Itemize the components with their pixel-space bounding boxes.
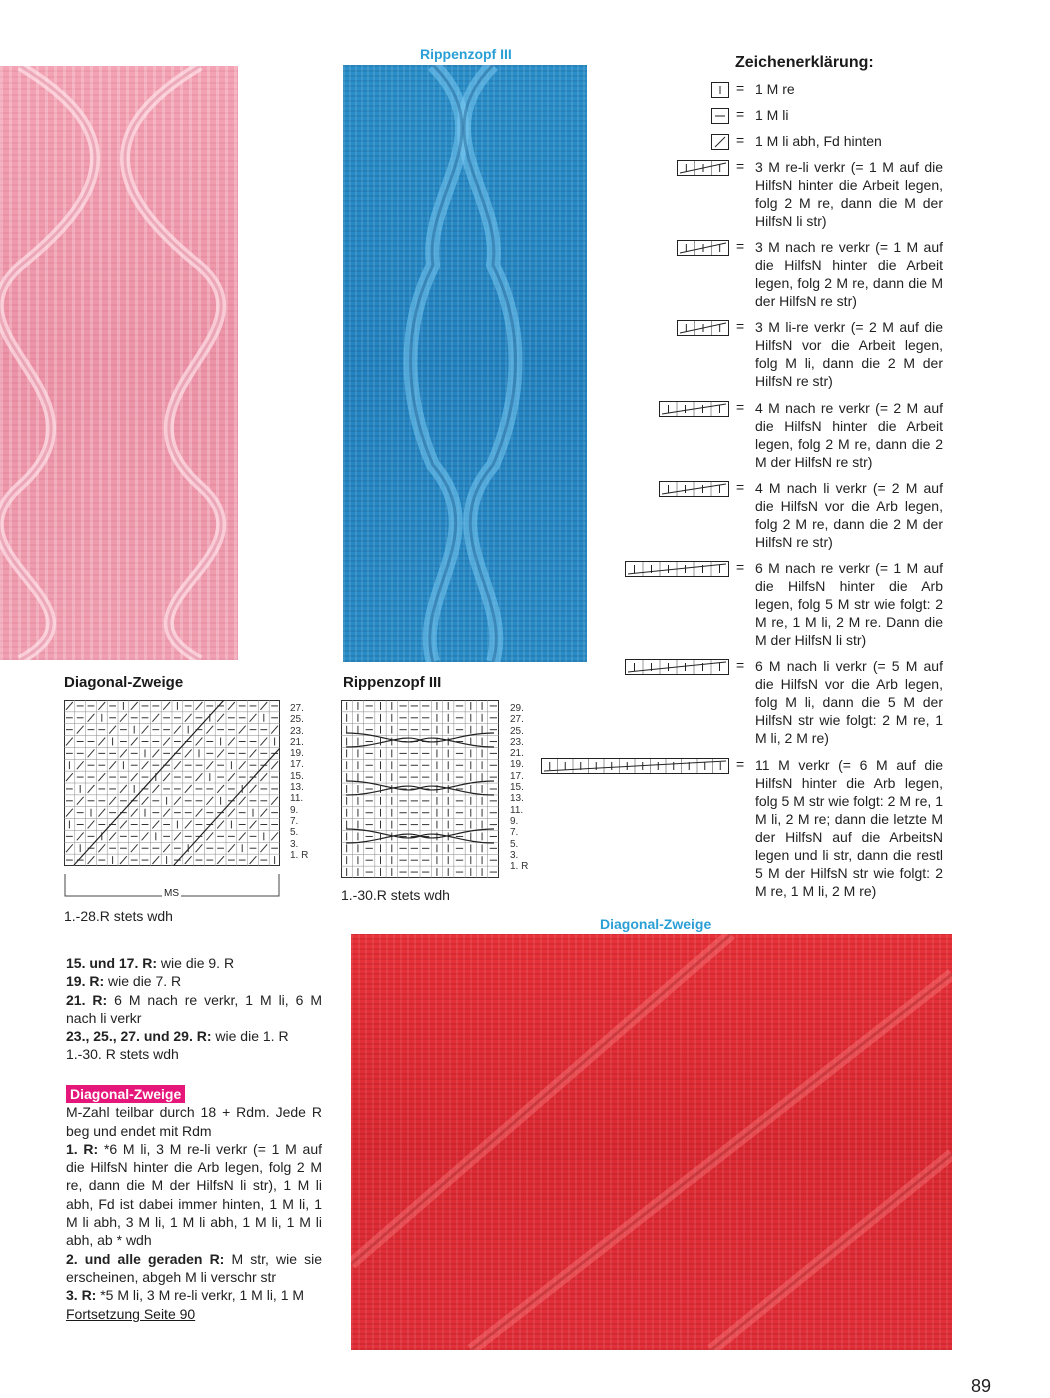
red-photo-caption: Diagonal-Zweige — [600, 916, 712, 932]
row-number: 15. — [290, 770, 304, 782]
blue-photo-caption: Rippenzopf III — [420, 46, 512, 62]
instruction-line — [66, 1286, 322, 1304]
cross-6-left-icon — [625, 659, 729, 675]
legend-description: 1 M li — [755, 107, 789, 123]
row-number: 27. — [510, 714, 524, 726]
ms-bracket — [64, 874, 280, 898]
knit-icon — [711, 82, 729, 98]
row-number: 23. — [510, 736, 524, 748]
cross-6-right-icon — [625, 561, 729, 577]
row-number: 7. — [290, 815, 299, 827]
section-badge: Diagonal-Zweige — [66, 1085, 185, 1103]
diagonal-zweige-chart — [64, 700, 280, 866]
right-chart-title: Rippenzopf III — [343, 674, 442, 691]
cross-4-right-icon — [659, 401, 729, 417]
instruction-line — [66, 972, 322, 990]
rippenzopf-chart — [341, 700, 499, 878]
instruction-label: 19. R: — [66, 973, 105, 990]
instruction-line — [66, 1250, 322, 1287]
left-chart-repeat-note: 1.-28.R stets wdh — [64, 908, 173, 924]
row-number: 5. — [290, 827, 299, 839]
row-number: 1. R — [510, 861, 529, 873]
legend-description: 4 M nach li verkr (= 2 M auf die HilfsN vor die Arb legen, folg 2 M re, dann die 2 M der HilfsN re str) — [755, 480, 943, 550]
legend-description: 6 M nach li verkr (= 5 M auf die HilfsN vor die Arb legen, folg M li, dann die 5 M der HilfsN str wie folgt: 2 M re, 1 M li, 2 M re) — [755, 658, 943, 746]
legend-equals: = — [736, 238, 745, 254]
instruction-label: 15. und 17. R: — [66, 955, 158, 971]
legend-description: 1 M re — [755, 81, 795, 97]
instruction-label: 1. R: — [66, 1140, 99, 1157]
row-number: 5. — [510, 838, 519, 850]
row-number: 3. — [510, 849, 519, 861]
row-number: 9. — [290, 804, 299, 816]
instruction-text: wie die 9. R — [157, 955, 235, 971]
ms-label: MS — [164, 888, 179, 899]
instruction-text: 1.-30. R stets wdh — [66, 1046, 179, 1063]
diagonal-zweige-grid — [64, 700, 280, 866]
row-number: 11. — [290, 793, 304, 805]
row-number: 13. — [290, 782, 304, 794]
instruction-label: 2. und alle geraden R: — [66, 1250, 225, 1267]
instruction-label: 21. R: — [66, 991, 108, 1008]
row-number: 11. — [510, 804, 524, 816]
instruction-line — [66, 1140, 322, 1250]
instruction-line — [66, 991, 322, 1028]
right-chart-repeat-note: 1.-30.R stets wdh — [341, 887, 450, 903]
legend-description: 11 M verkr (= 6 M auf die HilfsN hinter die Arb legen, folg 5 M str wie folgt: 2 M re, 1 M li, 2 M re; dann die letzte M der HilfsN auf die ArbeitsN legen und li str, dann die restl 5 M der HilfsN str wie folgt: 2 M re, 1 M li, 2 M re) — [755, 757, 943, 899]
row-number: 27. — [290, 703, 304, 714]
right-chart-row-numbers — [510, 703, 528, 872]
cross-11-icon — [541, 758, 729, 774]
cross-3-reli-icon — [677, 160, 729, 176]
page-number: 89 — [971, 1376, 992, 1396]
row-number: 23. — [290, 725, 304, 737]
row-number: 19. — [290, 748, 304, 760]
rippenzopf-grid — [341, 700, 499, 878]
instructions-continued — [66, 954, 322, 1064]
left-chart-title: Diagonal-Zweige — [64, 674, 184, 691]
instruction-text: 6 M nach re verkr, 1 M li, 6 M nach li verkr — [66, 991, 322, 1026]
instruction-text: *5 M li, 3 M re-li verkr, 1 M li, 1 M — [96, 1287, 305, 1304]
instruction-text: M str, wie sie erscheinen, abgeh M li verschr str — [66, 1250, 322, 1285]
row-number: 21. — [510, 748, 524, 760]
legend-equals: = — [736, 132, 745, 148]
row-number: 25. — [290, 714, 304, 726]
instruction-line — [66, 954, 322, 972]
legend-equals: = — [736, 479, 745, 495]
legend-equals: = — [736, 559, 745, 575]
row-number: 1. R — [290, 849, 309, 861]
red-knit-photo — [351, 934, 952, 1350]
row-number: 17. — [510, 770, 524, 782]
instruction-text: wie die 1. R — [211, 1028, 289, 1045]
row-number: 25. — [510, 725, 524, 737]
legend-equals: = — [736, 158, 745, 174]
instruction-line — [66, 1045, 322, 1063]
row-number: 9. — [510, 815, 519, 827]
legend-description: 3 M li-re verkr (= 2 M auf die HilfsN vor die Arbeit legen, folg M li, dann die 2 M der HilfsN re str) — [755, 319, 943, 389]
legend-equals: = — [736, 657, 745, 673]
legend-equals: = — [736, 106, 745, 122]
legend-title: Zeichenerklärung: — [735, 54, 874, 71]
instruction-text: M-Zahl teilbar durch 18 + Rdm. Jede R beg und endet mit Rdm — [66, 1104, 322, 1139]
blue-knit-photo — [343, 65, 587, 662]
legend-equals: = — [736, 399, 745, 415]
cross-3-right-icon — [677, 240, 729, 256]
row-number: 7. — [510, 827, 519, 839]
row-number: 29. — [510, 703, 524, 714]
legend-description: 1 M li abh, Fd hinten — [755, 133, 882, 149]
row-number: 17. — [290, 759, 304, 771]
cross-3-lire-icon — [677, 320, 729, 336]
continue-link[interactable]: Fortsetzung Seite 90 — [66, 1306, 196, 1322]
legend-description: 6 M nach re verkr (= 1 M auf die HilfsN hinter die Arb legen, folg 5 M str wie folgt: 2 M re, 1 M li, 2 M re. Dann die M der HilfsN li str) — [755, 560, 943, 648]
row-number: 21. — [290, 736, 304, 748]
legend-equals: = — [736, 80, 745, 96]
row-number: 3. — [290, 838, 299, 850]
diagonal-zweige-instructions — [66, 1085, 322, 1305]
legend-description: 3 M nach re verkr (= 1 M auf die HilfsN hinter die Arbeit legen, folg 2 M re, dann die M der HilfsN re str) — [755, 239, 943, 309]
instruction-line — [66, 1027, 322, 1045]
instruction-text: wie die 7. R — [104, 973, 182, 990]
row-number: 19. — [510, 759, 524, 771]
legend-equals: = — [736, 318, 745, 334]
legend-description: 3 M re-li verkr (= 1 M auf die HilfsN hinter die Arbeit legen, folg 2 M re, dann die M der HilfsN li str) — [755, 159, 943, 229]
pink-knit-photo — [0, 66, 238, 660]
cross-4-left-icon — [659, 481, 729, 497]
instruction-label: 23., 25., 27. und 29. R: — [66, 1028, 212, 1045]
legend-description: 4 M nach re verkr (= 2 M auf die HilfsN hinter die Arbeit legen, folg 2 M re, dann die 2 M der HilfsN re str) — [755, 400, 943, 470]
left-chart-row-numbers — [290, 703, 308, 861]
row-number: 15. — [510, 782, 524, 794]
purl-icon — [711, 108, 729, 124]
instruction-label: 3. R: — [66, 1287, 97, 1304]
instruction-line — [66, 1103, 322, 1140]
row-number: 13. — [510, 793, 524, 805]
instruction-text: *6 M li, 3 M re-li verkr (= 1 M auf die HilfsN hinter die Arb legen, folg 2 M re, dann die M der HilfsN li str), 1 M li abh, Fd ist dabei immer hinten, 1 M li, 1 M li abh, 3 M li, 1 M li abh, 1 M li, 1 M li abh, ab * wdh — [66, 1140, 323, 1249]
legend-equals: = — [736, 756, 745, 772]
slip-mark — [715, 137, 725, 147]
slip-icon — [711, 134, 729, 150]
